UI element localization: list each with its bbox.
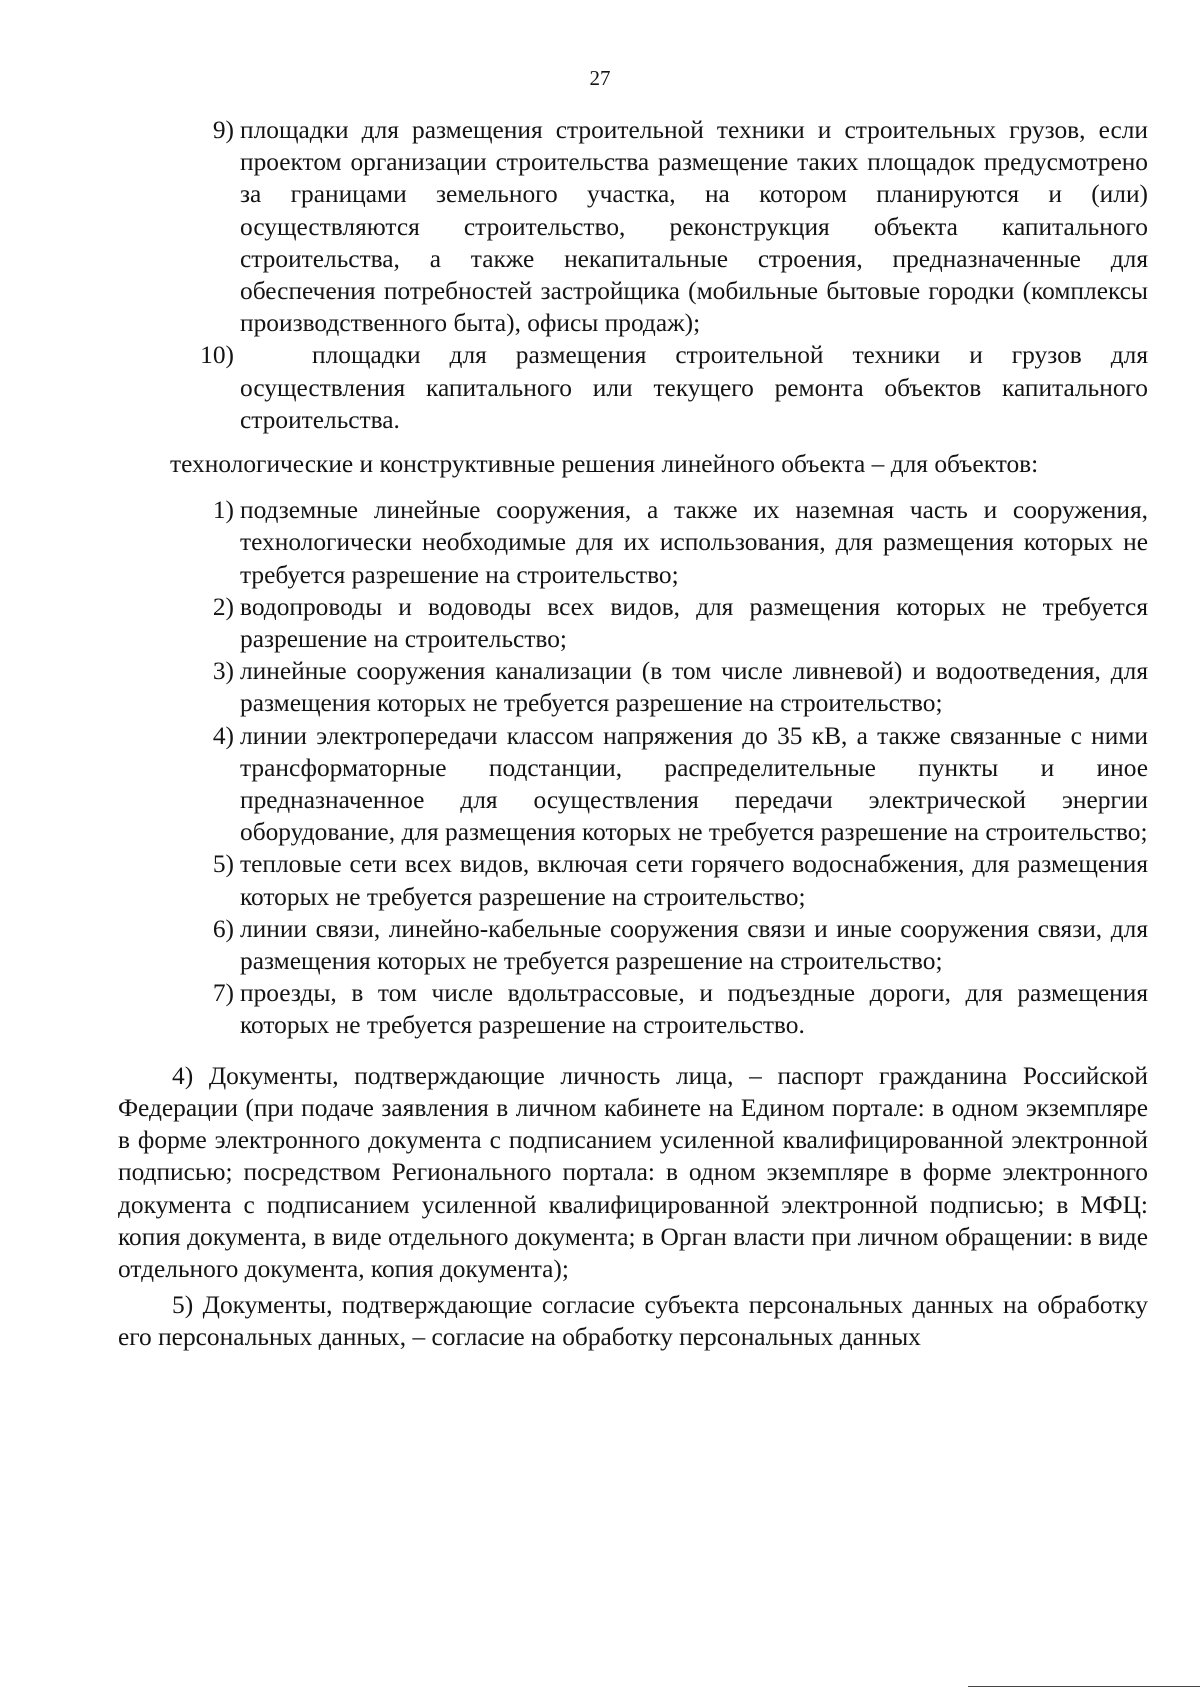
tech-solutions-paragraph: технологические и конструктивные решения линейного объекта – для объектов: [170,450,1039,479]
personal-data-consent-paragraph: 5) Документы, подтверждающие согласие субъекта персональных данных на обработку его персональных данных, – согласие на обработку персональных данных [118,1291,1148,1352]
list-item-number: 5) [212,850,234,879]
list-item [198,591,1148,655]
list-item [198,848,1148,912]
list-item [198,655,1148,719]
list-item-text: подземные линейные сооружения, а также их наземная часть и сооружения, технологически необходимые для их использования, для размещения которых не требуется разрешение на строительство; [240,496,1148,589]
list-item-text-content: площадки для размещения строительной техники и грузов для осуществления капитального или текущего ремонта объектов капитального строительства. [240,341,1148,434]
list-item [198,114,1148,339]
list-item-text: линии связи, линейно-кабельные сооружения связи и иные сооружения связи, для размещения которых не требуется разрешение на строительство; [240,914,1148,976]
linear-objects-list [198,494,1148,1041]
list-item-number: 9) [212,116,234,144]
list-item-number: 3) [212,657,234,686]
list-item-text: водопроводы и водоводы всех видов, для размещения которых не требуется разрешение на строительство; [240,592,1148,654]
list-item [198,720,1148,849]
construction-sites-list [198,114,1148,436]
page-content [118,114,1148,1354]
list-item [198,977,1148,1041]
list-item-number: 10) [200,341,234,370]
list-item [198,339,1148,436]
list-item [198,913,1148,977]
list-item-number: 2) [212,592,234,621]
list-item-text: линейные сооружения канализации (в том числе ливневой) и водоотведения, для размещения которых не требуется разрешение на строительство; [240,657,1148,718]
footer-rule [968,1686,1200,1687]
list-item-text: проезды, в том числе вдольтрассовые, и подъездные дороги, для размещения которых не требуется разрешение на строительство. [240,979,1148,1040]
list-item [198,494,1148,591]
list-item-text [234,339,1148,436]
list-item-text: площадки для размещения строительной техники и строительных грузов, если проектом организации строительства размещение таких площадок предусмотрено за границами земельного участка, на котором планируются и (или) осуществляются строительство, реконструкция объекта капитального строительства, а также некапитальные строения, предназначенные для обеспечения потребностей застройщика (мобильные бытовые городки (комплексы производственного быта), офисы продаж); [240,116,1148,338]
identity-documents-paragraph: 4) Документы, подтверждающие личность лица, – паспорт гражданина Российской Федерации (при подаче заявления в личном кабинете на Едином портале: в одном экземпляре в форме электронного документа с подписанием усиленной квалифицированной электронной подписью; посредством Регионального портала: в одном экземпляре в форме электронного документа с подписанием усиленной квалифицированной электронной подписью; в МФЦ: копия документа, в виде отдельного документа; в Орган власти при личном обращении: в виде отдельного документа, копия документа); [118,1061,1148,1283]
page-number: 27 [589,66,611,90]
list-item-number: 6) [212,914,234,943]
list-item-number: 7) [212,979,234,1008]
list-item-text: тепловые сети всех видов, включая сети горячего водоснабжения, для размещения которых не требуется разрешение на строительство; [240,850,1148,911]
list-item-text: линии электропередачи классом напряжения до 35 кВ, а также связанные с ними трансформаторные подстанции, распределительные пункты и иное предназначенное для осуществления передачи электрической энергии оборудование, для размещения которых не требуется разрешение на строительство; [240,721,1148,847]
list-item-number: 1) [212,496,234,525]
list-item-number: 4) [212,721,234,750]
